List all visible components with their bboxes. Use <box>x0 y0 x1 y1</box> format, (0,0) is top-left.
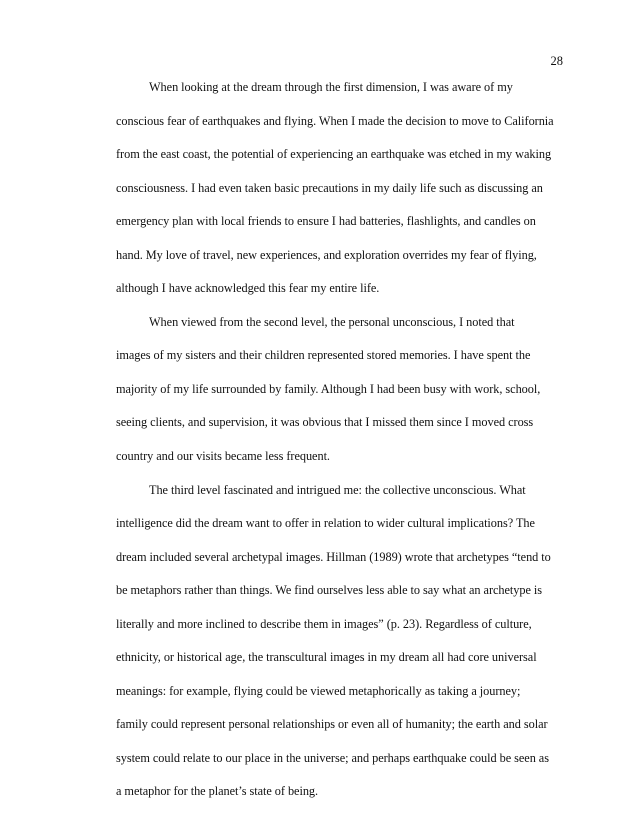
paragraph-3-line-3: dream included several archetypal images. Hillman (1989) wrote that archetypes “tend to <box>116 549 551 564</box>
paragraph-1-line-5: emergency plan with local friends to ensure I had batteries, flashlights, and candles on <box>116 214 536 229</box>
page-number: 28 <box>550 54 563 68</box>
paragraph-1-line-7: although I have acknowledged this fear my entire life. <box>116 281 380 296</box>
paragraph-2-line-2: images of my sisters and their children represented stored memories. I have spent the <box>116 348 531 363</box>
paragraph-3-line-2: intelligence did the dream want to offer in relation to wider cultural implications? The <box>116 516 535 531</box>
paragraph-2-line-4: seeing clients, and supervision, it was obvious that I missed them since I moved cross <box>116 415 534 430</box>
paragraph-1-line-2: conscious fear of earthquakes and flying. When I made the decision to move to California <box>116 113 554 128</box>
paragraph-3-line-7: meanings: for example, flying could be viewed metaphorically as taking a journey; <box>116 683 521 698</box>
paragraph-1-line-4: consciousness. I had even taken basic precautions in my daily life such as discussing an <box>116 180 543 195</box>
paragraph-1-line-6: hand. My love of travel, new experiences, and exploration overrides my fear of flying, <box>116 247 537 262</box>
paragraph-3-line-1: The third level fascinated and intrigued me: the collective unconscious. What <box>149 482 526 497</box>
paragraph-2-line-1: When viewed from the second level, the personal unconscious, I noted that <box>149 314 515 329</box>
paragraph-3-line-6: ethnicity, or historical age, the transcultural images in my dream all had core universal <box>116 650 537 665</box>
paragraph-3-line-9: system could relate to our place in the universe; and perhaps earthquake could be seen as <box>116 750 549 765</box>
paragraph-2-line-5: country and our visits became less frequent. <box>116 449 330 464</box>
paragraph-1-line-1: When looking at the dream through the first dimension, I was aware of my <box>149 80 513 94</box>
body-text <box>116 71 567 809</box>
paragraph-3-line-10: a metaphor for the planet’s state of being. <box>116 784 319 799</box>
paragraph-2-line-3: majority of my life surrounded by family. Although I had been busy with work, school, <box>116 381 541 396</box>
paragraph-1-line-3: from the east coast, the potential of experiencing an earthquake was etched in my waking <box>116 147 552 162</box>
paragraph-3-line-8: family could represent personal relationships or even all of humanity; the earth and solar <box>116 717 548 732</box>
paragraph-3-line-4: be metaphors rather than things. We find ourselves less able to say what an archetype is <box>116 583 543 598</box>
paragraph-3-line-5: literally and more inclined to describe them in images” (p. 23). Regardless of culture, <box>116 616 532 631</box>
